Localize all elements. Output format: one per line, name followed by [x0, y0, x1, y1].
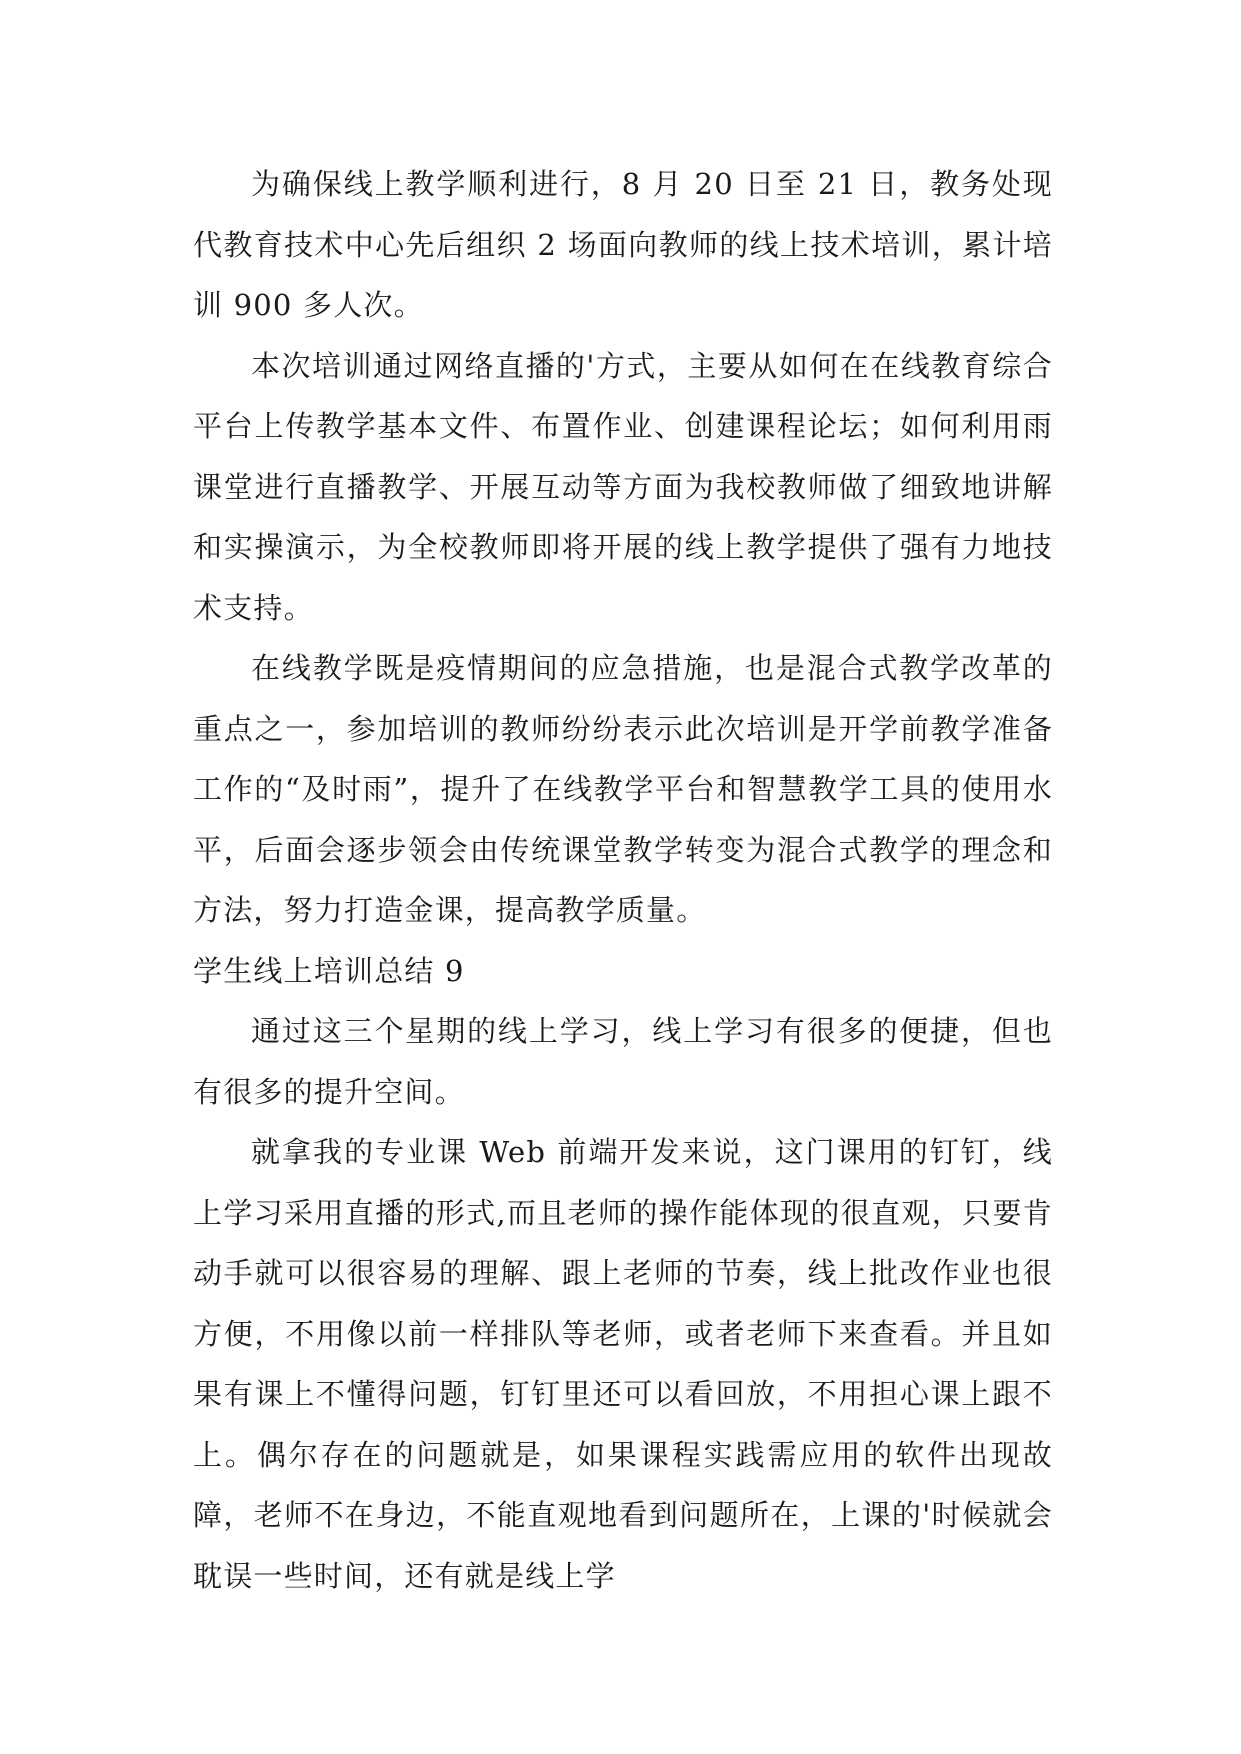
paragraph-web-course-experience: 就拿我的专业课 Web 前端开发来说，这门课用的钉钉，线上学习采用直播的形式,而且老师的操作能体现的很直观，只要肯动手就可以很容易的理解、跟上老师的节奏，线上批改作业也很方便，不用像以前一样排队等老师，或者老师下来查看。并且如果有课上不懂得问题，钉钉里还可以看回放，不用担心课上跟不上。偶尔存在的问题就是，如果课程实践需应用的软件出现故障，老师不在身边，不能直观地看到问题所在，上课的'时候就会耽误一些时间，还有就是线上学: [193, 1135, 1053, 1593]
paragraph-training-method: 本次培训通过网络直播的'方式，主要从如何在在线教育综合平台上传教学基本文件、布置作业、创建课程论坛；如何利用雨课堂进行直播教学、开展互动等方面为我校教师做了细致地讲解和实操演示，为全校教师即将开展的线上教学提供了强有力地技术支持。: [193, 348, 1053, 625]
paragraph-training-feedback: 在线教学既是疫情期间的应急措施，也是混合式教学改革的重点之一，参加培训的教师纷纷表示此次培训是开学前教学准备工作的“及时雨”，提升了在线教学平台和智慧教学工具的使用水平，后面会逐步领会由传统课堂教学转变为混合式教学的理念和方法，努力打造金课，提高教学质量。: [193, 651, 1053, 927]
section-heading: 学生线上培训总结 9: [193, 953, 465, 988]
paragraph-training-overview: 为确保线上教学顺利进行，8 月 20 日至 21 日，教务处现代教育技术中心先后组织 2 场面向教师的线上技术培训，累计培训 900 多人次。: [193, 167, 1053, 322]
paragraph-online-learning-intro: 通过这三个星期的线上学习，线上学习有很多的便捷，但也有很多的提升空间。: [193, 1014, 1053, 1109]
document-body: [193, 154, 1053, 1606]
